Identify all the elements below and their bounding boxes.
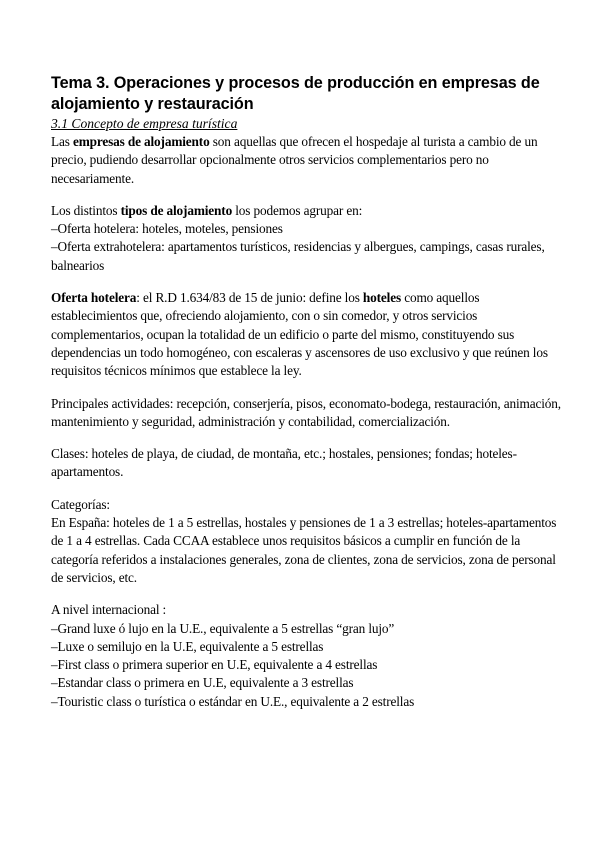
- intro-paragraph: [51, 133, 561, 188]
- tipos-post: los podemos agrupar en:: [232, 202, 363, 218]
- actividades-paragraph: Principales actividades: recepción, conserjería, pisos, economato-bodega, restauración, animación, mantenimiento y seguridad, administración y contabilidad, comercialización.: [51, 395, 561, 429]
- tipos-block: [51, 202, 561, 275]
- categorias-heading: Categorías:: [51, 496, 110, 512]
- tipos-pre: Los distintos: [51, 202, 121, 218]
- intro-bold: empresas de alojamiento: [72, 134, 210, 149]
- oferta-mid: : el R.D 1.634/83 de 15 de junio: define los: [136, 290, 363, 306]
- tipos-heading: [51, 202, 561, 220]
- internacional-block: [51, 601, 561, 711]
- list-item: –Grand luxe ó lujo en la U.E., equivalente a 5 estrellas “gran lujo”: [51, 620, 395, 636]
- list-item: –Estandar class o primera en U.E, equivalente a 3 estrellas: [51, 675, 354, 691]
- hoteles-bold: hoteles: [362, 290, 402, 306]
- document-content: [51, 73, 561, 711]
- list-item: –Oferta extrahotelera: apartamentos turísticos, residencias y albergues, campings, casas rurales, balnearios: [51, 239, 545, 273]
- list-item: –Touristic class o turística o estándar en U.E., equivalente a 2 estrellas: [51, 693, 415, 709]
- tipos-bold: tipos de alojamiento: [120, 202, 233, 218]
- list-item: –Luxe o semilujo en la U.E, equivalente a 5 estrellas: [51, 638, 324, 654]
- intro-post: son aquellas que ofrecen el hospedaje al turista a cambio de un precio, pudiendo desarrollar opcionalmente otros servicios complementarios pero no necesariamente.: [51, 134, 538, 186]
- document-title: Tema 3. Operaciones y procesos de producción en empresas de alojamiento y restauración: [51, 74, 540, 113]
- oferta-paragraph: [51, 289, 561, 380]
- list-item: –Oferta hotelera: hoteles, moteles, pensiones: [51, 221, 283, 237]
- oferta-bold: Oferta hotelera: [51, 290, 137, 306]
- internacional-heading: A nivel internacional :: [51, 602, 167, 618]
- categorias-block: [51, 496, 561, 587]
- list-item: –First class o primera superior en U.E, equivalente a 4 estrellas: [51, 657, 378, 673]
- oferta-post: como aquellos establecimientos que, ofreciendo alojamiento, con o sin comedor, y otros servicios complementarios, ocupan la totalidad de un edificio o parte del mismo, constituyendo sus dependencias un todo homogéneo, con escaleras y ascensores de uso exclusivo y que reúnen los requisitos técnicos mínimos que establece la ley.: [51, 290, 548, 379]
- categorias-text: En España: hoteles de 1 a 5 estrellas, hostales y pensiones de 1 a 3 estrellas; hoteles-apartamentos de 1 a 4 estrellas. Cada CCAA establece unos requisitos básicos a cumplir en función de la categoría referidos a instalaciones generales, zona de clientes, zona de servicios, zona de personal de servicios, etc.: [51, 515, 557, 585]
- section-subtitle: 3.1 Concepto de empresa turística: [51, 116, 238, 131]
- intro-pre: Las: [51, 134, 73, 149]
- clases-paragraph: Clases: hoteles de playa, de ciudad, de montaña, etc.; hostales, pensiones; fondas; hoteles-apartamentos.: [51, 446, 517, 480]
